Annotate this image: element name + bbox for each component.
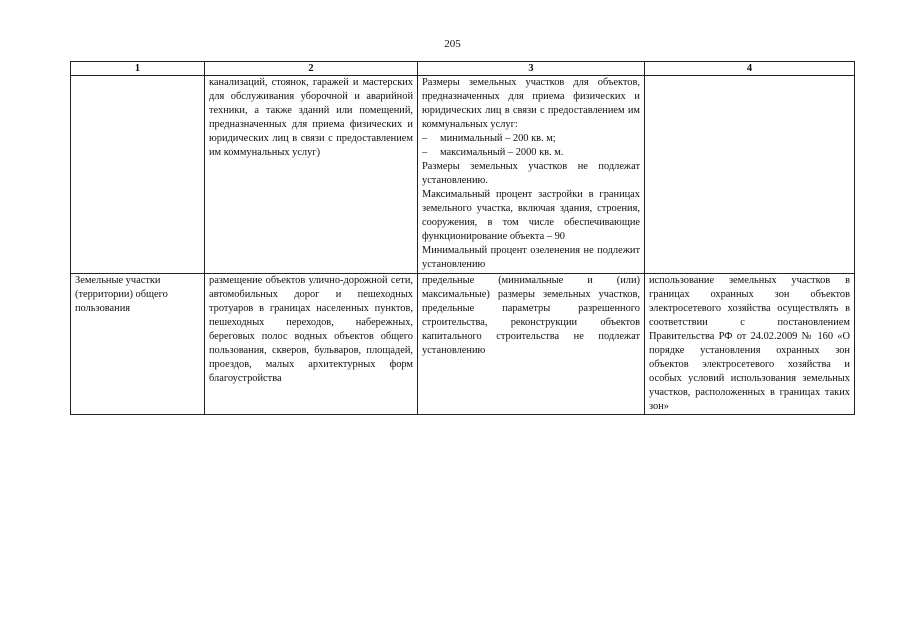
sizes-intro: Размеры земельных участков для объектов, предназначенных для приема физических и юридических лиц в связи с предоставлением им коммунальных услуг: [422, 77, 640, 130]
sizes-not-set: Размеры земельных участков не подлежат установлению. [422, 161, 640, 186]
max-build-percent: Максимальный процент застройки в границах земельного участка, включая здания, строения, сооружения, в том числе обеспечивающие функционирование объекта – 90 [422, 189, 640, 242]
list-item-text: минимальный – 200 кв. м; [440, 133, 556, 144]
column-header-2: 2 [205, 62, 418, 76]
table-header-row [71, 62, 855, 76]
cell-row1-col3 [418, 76, 645, 274]
cell-row2-col2: размещение объектов улично-дорожной сети, автомобильных дорог и пешеходных тротуаров в границах населенных пунктов, пешеходных переходов, набережных, береговых полос водных объектов общего пользования, скверов, бульваров, площадей, проездов, малых архитектурных форм благоустройства [205, 274, 418, 415]
cell-row2-col3: предельные (минимальные и (или) максимальные) размеры земельных участков, предельные параметры разрешенного строительства, реконструкции объектов капитального строительства не подлежат установлению [418, 274, 645, 415]
cell-row1-col1 [71, 76, 205, 274]
cell-row2-col1: Земельные участки (территории) общего пользования [71, 274, 205, 415]
cell-row1-col2: канализаций, стоянок, гаражей и мастерских для обслуживания уборочной и аварийной техники, а также зданий или помещений, предназначенных для приема физических и юридических лиц в связи с предоставлением им коммунальных услуг) [205, 76, 418, 274]
dash-marker: – [422, 147, 428, 158]
page-number: 205 [444, 38, 461, 50]
table-row [71, 76, 855, 274]
list-item [422, 146, 640, 160]
dash-marker: – [422, 133, 428, 144]
column-header-4: 4 [645, 62, 855, 76]
column-header-1: 1 [71, 62, 205, 76]
zoning-table [70, 61, 855, 415]
cell-row1-col4 [645, 76, 855, 274]
column-header-3: 3 [418, 62, 645, 76]
list-item [422, 132, 640, 146]
min-green-percent: Минимальный процент озеленения не подлежит установлению [422, 245, 640, 270]
table-row [71, 274, 855, 415]
cell-row2-col4: использование земельных участков в границах охранных зон объектов электросетевого хозяйства осуществлять в соответствии с постановлением Правительства РФ от 24.02.2009 № 160 «О порядке установления охранных зон объектов электросетевого хозяйства и особых условий использования земельных участков, расположенных в границах таких зон» [645, 274, 855, 415]
list-item-text: максимальный – 2000 кв. м. [440, 147, 564, 158]
